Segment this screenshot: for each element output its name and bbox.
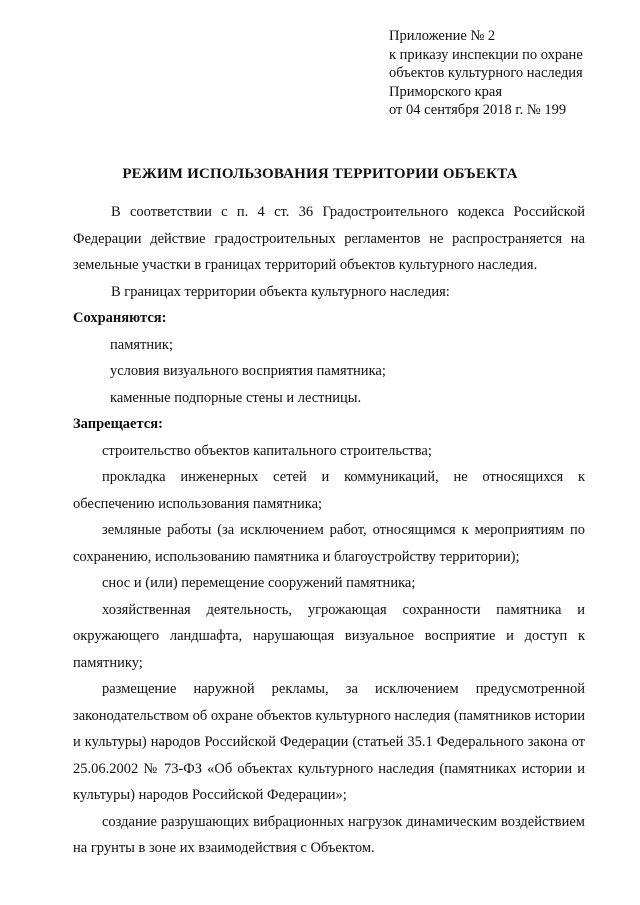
prohibited-item: земляные работы (за исключением работ, относящимся к мероприятиям по сохранению, использованию памятника и благоустройству территории);	[73, 522, 585, 565]
appendix-header	[389, 27, 583, 120]
appendix-line: объектов культурного наследия	[389, 65, 583, 81]
prohibited-item: строительство объектов капитального строительства;	[102, 442, 432, 459]
document-title: РЕЖИМ ИСПОЛЬЗОВАНИЯ ТЕРРИТОРИИ ОБЪЕКТА	[122, 166, 518, 182]
preserved-item: условия визуального восприятия памятника;	[110, 363, 386, 379]
document-body	[73, 199, 585, 862]
appendix-line: Приложение № 2	[389, 28, 496, 44]
prohibited-item: хозяйственная деятельность, угрожающая сохранности памятника и окружающего ландшафта, нарушающая визуальное восприятие и доступ к памятнику;	[73, 601, 585, 671]
appendix-line: от 04 сентября 2018 г. № 199	[389, 102, 567, 118]
preserved-heading: Сохраняются:	[73, 310, 167, 326]
prohibited-item: размещение наружной рекламы, за исключением предусмотренной законодательством об охране объектов культурного наследия (памятников истории и культуры) народов Российской Федерации (статьей 35.1 Федерального закона от 25.06.2002 № 73-ФЗ «Об объектах культурного наследия (памятниках истории и культуры) народов Российской Федерации»;	[73, 681, 586, 803]
prohibited-heading: Запрещается:	[73, 416, 163, 432]
appendix-line: Приморского края	[389, 83, 503, 100]
territory-paragraph: В границах территории объекта культурного наследия:	[111, 283, 450, 300]
prohibited-item: снос и (или) перемещение сооружений памятника;	[102, 575, 416, 591]
appendix-line: к приказу инспекции по охране	[389, 46, 583, 63]
intro-paragraph: В соответствии с п. 4 ст. 36 Градостроительного кодекса Российской Федерации действие градостроительных регламентов не распространяется на земельные участки в границах территорий объектов культурного наследия.	[73, 204, 585, 273]
prohibited-item: создание разрушающих вибрационных нагрузок динамическим воздействием на грунты в зоне их взаимодействия с Объектом.	[73, 813, 585, 856]
preserved-item: памятник;	[110, 336, 173, 353]
preserved-item: каменные подпорные стены и лестницы.	[110, 389, 362, 406]
prohibited-item: прокладка инженерных сетей и коммуникаций, не относящихся к обеспечению использования памятника;	[73, 469, 585, 512]
